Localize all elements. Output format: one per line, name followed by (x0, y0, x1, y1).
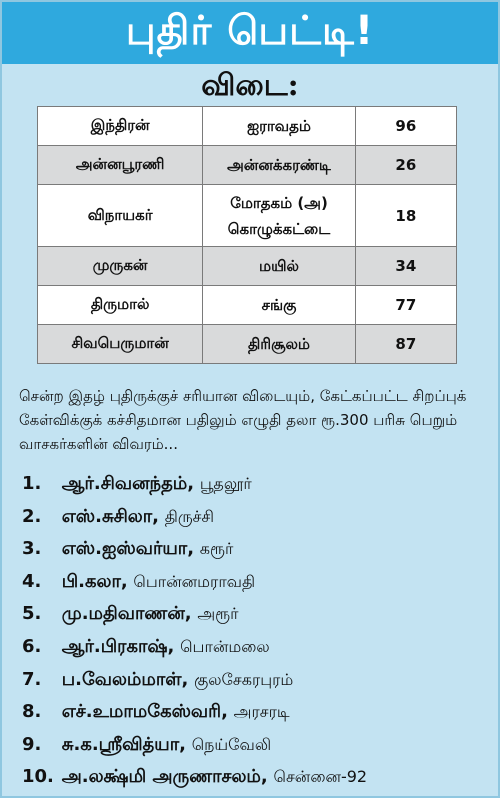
list-item (22, 631, 492, 664)
item-cell: ஐராவதம் (203, 107, 355, 146)
winner-number: 6. (22, 635, 42, 657)
table-row (38, 107, 457, 146)
list-item (22, 468, 492, 501)
winner-number: 5. (22, 603, 42, 625)
winner-name: ஆர்.பிரகாஷ், (61, 635, 175, 657)
table-row (38, 286, 457, 325)
list-item (22, 598, 492, 631)
number-cell: 77 (355, 286, 456, 325)
winner-number: 8. (22, 701, 42, 723)
winner-place: பொன்மலை (180, 636, 270, 656)
list-item (22, 664, 492, 697)
answer-heading: விடை: (201, 68, 299, 103)
winner-number: 7. (22, 668, 42, 690)
page-title: புதிர் பெட்டி! (125, 7, 375, 54)
deity-cell: அன்னபூரணி (38, 146, 203, 185)
winner-place: பூதலூர் (199, 474, 252, 493)
table-row (38, 185, 457, 247)
winner-name: சு.க.ஸ்ரீவித்யா, (61, 733, 186, 755)
item-cell (203, 185, 355, 247)
number-cell: 34 (355, 247, 456, 286)
number-cell: 87 (355, 325, 456, 364)
table-row (38, 146, 457, 185)
list-item (22, 729, 492, 762)
list-item (22, 566, 492, 599)
deity-cell: திருமால் (38, 286, 203, 325)
winner-name: ஆர்.சிவனந்தம், (61, 473, 195, 494)
winner-name: அ.லக்ஷ்மி அருணாசலம், (61, 766, 268, 788)
winner-name: எச்.உமாமகேஸ்வரி, (61, 701, 228, 723)
winner-place: அரசரடி (233, 702, 290, 722)
winner-name: எஸ்.ஐஸ்வர்யா, (61, 538, 195, 560)
winner-place: அரூர் (197, 604, 239, 624)
deity-cell: முருகன் (38, 247, 203, 286)
deity-cell: சிவபெருமான் (38, 325, 203, 364)
winner-name: பி.கலா, (61, 570, 128, 592)
winners-intro: சென்ற இதழ் புதிருக்குச் சரியான விடையும், கேட்கப்பட்ட சிறப்புக் கேள்விக்குக் கச்சிதமான பதிலும் எழுதி தலா ரூ.300 பரிசு பெறும் வாசகர்களின் விவரம்... (19, 387, 467, 453)
winner-place: பொன்னமராவதி (133, 571, 256, 591)
winner-name: எஸ்.சுசிலா, (61, 505, 159, 527)
item-cell: அன்னக்கரண்டி (203, 146, 355, 185)
number-cell: 18 (355, 185, 456, 247)
winner-place: குலசேகரபுரம் (194, 669, 294, 689)
winner-place: கரூர் (199, 539, 234, 559)
item-line: கொழுக்கட்டை (227, 219, 331, 238)
item-cell: சங்கு (203, 286, 355, 325)
winner-number: 2. (22, 505, 42, 527)
title-banner (2, 2, 498, 64)
winner-name: மு.மதிவாணன், (61, 603, 192, 625)
winner-place: திருச்சி (164, 506, 215, 526)
winner-place: சென்னை-92 (273, 767, 368, 787)
winner-number: 9. (22, 733, 42, 755)
winner-number: 10. (22, 766, 54, 788)
number-cell: 96 (355, 107, 456, 146)
answers-table (37, 106, 457, 364)
winner-name: ப.வேலம்மாள், (61, 668, 189, 690)
list-item (22, 696, 492, 729)
deity-cell: இந்திரன் (38, 107, 203, 146)
list-item (22, 533, 492, 566)
item-cell: மயில் (203, 247, 355, 286)
winner-place: நெய்வேலி (191, 734, 272, 754)
table-row (38, 325, 457, 364)
winner-number: 3. (22, 538, 42, 560)
item-line: மோதகம் (அ) (230, 193, 328, 212)
winner-number: 4. (22, 570, 42, 592)
list-item (22, 501, 492, 534)
list-item (22, 761, 492, 794)
table-row (38, 247, 457, 286)
winners-list (22, 468, 492, 794)
number-cell: 26 (355, 146, 456, 185)
item-cell: திரிசூலம் (203, 325, 355, 364)
deity-cell: விநாயகர் (38, 185, 203, 247)
winner-number: 1. (22, 473, 42, 494)
